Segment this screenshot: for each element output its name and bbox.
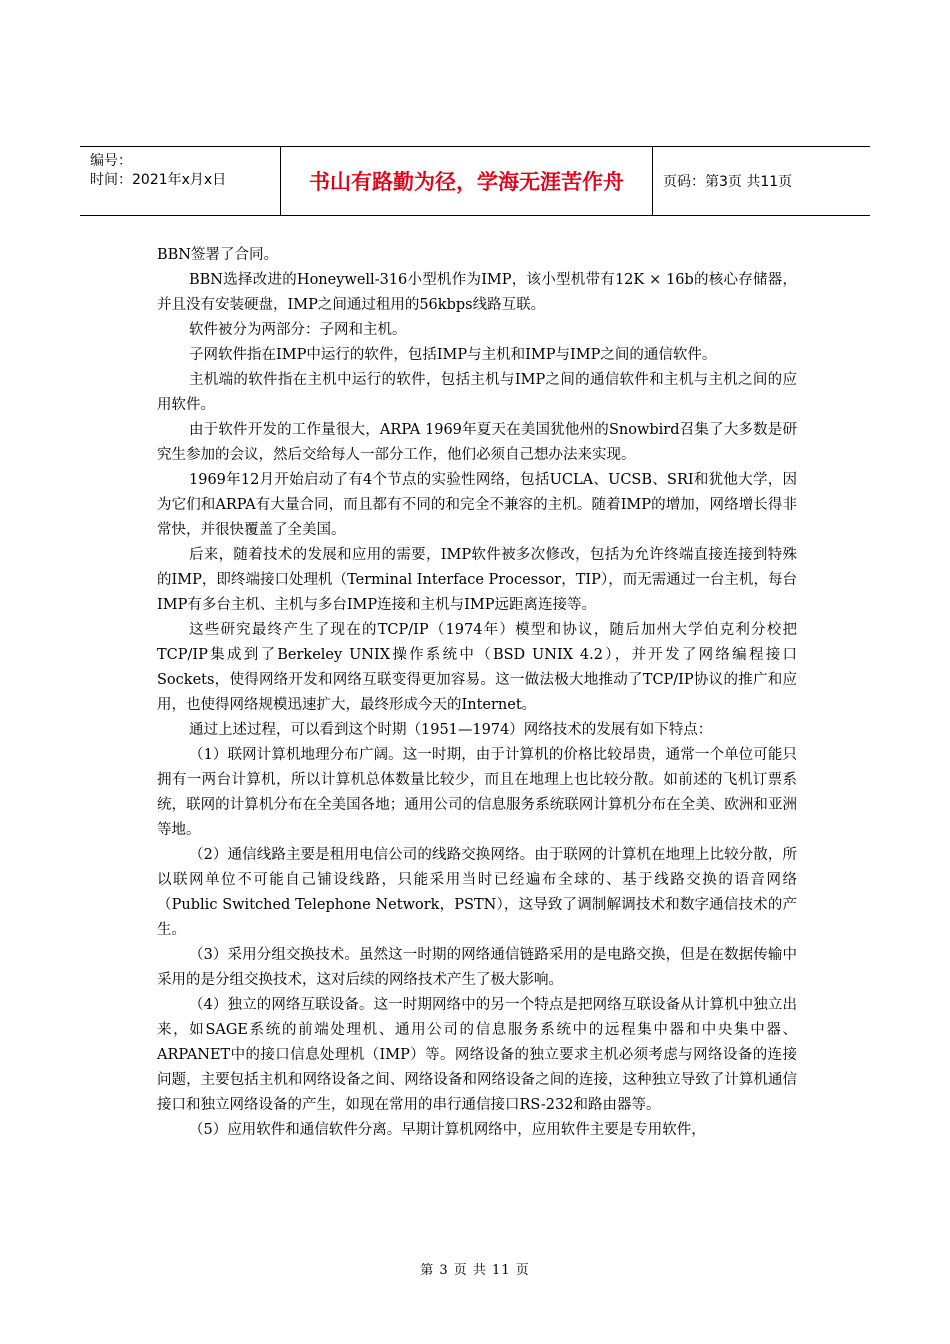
- paragraph: （5）应用软件和通信软件分离。早期计算机网络中，应用软件主要是专用软件，: [189, 1122, 706, 1138]
- paragraph: 软件被分为两部分：子网和主机。: [189, 322, 407, 338]
- paragraph: 通过上述过程，可以看到这个时期（1951—1974）网络技术的发展有如下特点：: [189, 722, 713, 738]
- page-header: [80, 146, 870, 216]
- paragraph: 由于软件开发的工作量很大，ARPA 1969年夏天在美国犹他州的Snowbird召集了大多数是研究生参加的会议，然后交给每人一部分工作，他们必须自己想办法来实现。: [157, 422, 797, 463]
- document-number-label: 编号：: [90, 153, 132, 169]
- paragraph: 主机端的软件指在主机中运行的软件，包括主机与IMP之间的通信软件和主机与主机之间的应用软件。: [157, 372, 797, 413]
- document-date-label: 时间：2021年x月x日: [90, 172, 227, 188]
- header-motto: 书山有路勤为径，学海无涯苦作舟: [281, 147, 653, 215]
- paragraph: 1969年12月开始启动了有4个节点的实验性网络，包括UCLA、UCSB、SRI和犹他大学，因为它们和ARPA有大量合同，而且都有不同的和完全不兼容的主机。随着IMP的增加，网络增长得非常快，并很快覆盖了全美国。: [157, 472, 797, 538]
- paragraph: （4）独立的网络互联设备。这一时期网络中的另一个特点是把网络互联设备从计算机中独立出来，如SAGE系统的前端处理机、通用公司的信息服务系统中的远程集中器和中央集中器、ARPANET中的接口信息处理机（IMP）等。网络设备的独立要求主机必须考虑与网络设备的连接问题，主要包括主机和网络设备之间、网络设备和网络设备之间的连接，这种独立导致了计算机通信接口和独立网络设备的产生，如现在常用的串行通信接口RS-232和路由器等。: [157, 997, 797, 1113]
- paragraph: （1）联网计算机地理分布广阔。这一时期，由于计算机的价格比较昂贵，通常一个单位可能只拥有一两台计算机，所以计算机总体数量比较少，而且在地理上也比较分散。如前述的飞机订票系统，联网的计算机分布在全美国各地；通用公司的信息服务系统联网计算机分布在全美、欧洲和亚洲等地。: [157, 747, 797, 838]
- document-body: [157, 243, 797, 1143]
- paragraph: （3）采用分组交换技术。虽然这一时期的网络通信链路采用的是电路交换，但是在数据传输中采用的是分组交换技术，这对后续的网络技术产生了极大影响。: [157, 947, 797, 988]
- header-page-label: 页码：第3页 共11页: [663, 174, 793, 190]
- paragraph: （2）通信线路主要是租用电信公司的线路交换网络。由于联网的计算机在地理上比较分散，所以联网单位不可能自己铺设线路，只能采用当时已经遍布全球的、基于线路交换的语音网络（Public Switched Telephone Network，PSTN），这导致了调制解调技术和数字通信技术的产生。: [157, 847, 797, 938]
- paragraph: BBN选择改进的Honeywell-316小型机作为IMP，该小型机带有12K × 16b的核心存储器，并且没有安装硬盘，IMP之间通过租用的56kbps线路互联。: [157, 272, 797, 313]
- header-meta: [80, 147, 281, 215]
- paragraph: 子网软件指在IMP中运行的软件，包括IMP与主机和IMP与IMP之间的通信软件。: [189, 347, 717, 363]
- paragraph: 后来，随着技术的发展和应用的需要，IMP软件被多次修改，包括为允许终端直接连接到特殊的IMP，即终端接口处理机（Terminal Interface Processor，TIP），而无需通过一台主机，每台IMP有多台主机、主机与多台IMP连接和主机与IMP远距离连接等。: [157, 547, 797, 613]
- page-footer: 第 3 页 共 11 页: [420, 1263, 530, 1278]
- paragraph: 这些研究最终产生了现在的TCP/IP（1974年）模型和协议，随后加州大学伯克利分校把TCP/IP集成到了Berkeley UNIX操作系统中（BSD UNIX 4.2），并开发了网络编程接口Sockets，使得网络开发和网络互联变得更加容易。这一做法极大地推动了TCP/IP协议的推广和应用，也使得网络规模迅速扩大，最终形成今天的Internet。: [157, 622, 797, 713]
- paragraph: BBN签署了合同。: [157, 247, 278, 263]
